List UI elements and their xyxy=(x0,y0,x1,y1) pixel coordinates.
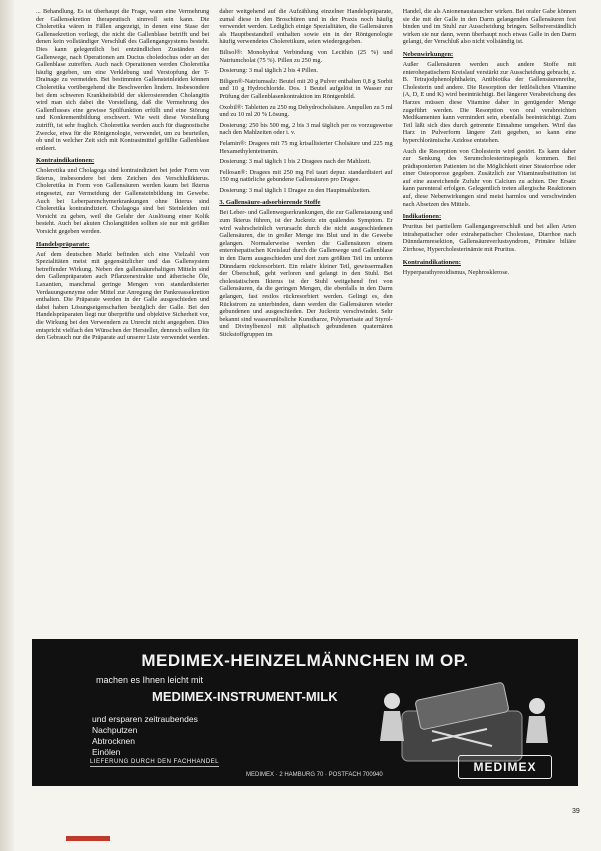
ad-feature-list xyxy=(92,714,198,758)
column-left xyxy=(36,8,209,630)
section-heading: Indikationen: xyxy=(402,213,442,221)
section-heading: Kontraindikationen: xyxy=(402,258,461,266)
body-paragraph: Dosierung: 3 mal täglich 2 bis 4 Pillen. xyxy=(219,67,318,75)
medimex-advertisement xyxy=(32,639,578,786)
body-paragraph: Choleretika und Cholagoga sind kontraindiziert bei jeder Form von Ikterus, insbesondere bei dem Zeichen des Verschlußikterus. Choleretika in Form von Gallensäuren werden kaum bei Ikterus eingesetzt, zur Vermeidung der Gallensteinbildung im Gewebe. Auch bei Leberparenchymerkrankungen ohne Ikterus sind Choleretika kontraindiziert. Cholagoga sind bei Steinleiden mit Vorsicht zu geben, weil die Gefahr der Auslösung einer Kolik besteht. Auch bei akuten Cholangitiden sollten sie nur mit größter Vorsicht gegeben werden. xyxy=(36,167,210,236)
column-middle xyxy=(219,8,392,630)
body-paragraph: Außer Gallensäuren werden auch andere Stoffe mit enterohepatischem Kreislauf verstärkt zur Ausscheidung gebracht, z. B. Tetrajodphenolphthalein, Antibiotika der Gallensäurenreihe, Cholesterin und andere. Die Resorption der fettlöslichen Vitamine (A, D, E und K) wird beeinträchtigt. Bei längerer Verabreichung des Harzes müssen diese Vitamine daher in genügender Menge zugeführt werden. Die Resorption von oral verabreichten Medikamenten kann vermindert sein, ebenfalls beeinträchtigt. Zum Teil läßt sich dies durch getrennte Einnahme umgehen. Wird das Harz in Pulverform längere Zeit gegeben, so kann eine hyperchlorämische Azidose entstehen. xyxy=(402,60,576,144)
ad-delivery-note: LIEFERUNG DURCH DEN FACHHANDEL xyxy=(90,759,220,765)
body-paragraph: Dosierung: 3 mal täglich 1 Dragee zu den Hauptmahlzeiten. xyxy=(219,186,371,194)
ad-feature-item: Abtrocknen xyxy=(92,736,135,746)
page-number: 39 xyxy=(572,808,580,815)
body-paragraph: Biligen®-Natriumsalz: Beutel mit 20 g Pulver enthalten 0,8 g Sorbit und 10 g Hydrochloride. Dos. 1 Beutel aufgelöst in Wasser zur Prüfung der Gallenblasenkontraktion im Röntgenbild. xyxy=(219,77,393,100)
page-binding-shadow xyxy=(0,0,14,851)
section-heading: 3. Gallensäure-adsorbierende Stoffe xyxy=(219,199,321,207)
ad-feature-item: Einölen xyxy=(92,747,121,757)
ad-product-name: MEDIMEX-INSTRUMENT-MILK xyxy=(152,689,338,704)
body-paragraph: Felamin®: Dragees mit 75 mg krisallisierter Cholsäure und 225 mg Hexamethylentetramin. xyxy=(219,139,393,155)
ad-feature-item: Nachputzen xyxy=(92,725,138,735)
ad-feature-item: und ersparen zeitraubendes xyxy=(92,714,198,724)
section-heading: Handelspräparate: xyxy=(36,240,90,248)
body-paragraph: Dosierung: 250 bis 500 mg, 2 bis 3 mal täglich per os vorzugsweise nach den Mahlzeiten oder i. v. xyxy=(219,121,393,137)
column-right xyxy=(403,8,576,630)
article-columns xyxy=(36,8,576,630)
section-heading: Nebenwirkungen: xyxy=(402,50,454,58)
ad-headline: MEDIMEX-HEINZELMÄNNCHEN IM OP. xyxy=(141,651,469,670)
library-stamp-mark xyxy=(66,836,110,841)
body-paragraph: Pruritus bei partiellem Gallengangsverschluß und bei allen Arten intrahepatischer oder extrahepatischer Cholestase, Diarrhoe nach Dünndarmresektion, Gallensäureverlustsyndrom, Primäre biliäre Zirrhose, Hypercholesterinämie mit Pruritus. xyxy=(402,223,576,254)
body-paragraph: ... Behandlung. Es ist überhaupt die Frage, wann eine Vermehrung der Gallensekretion therapeutisch sinnvoll sein kann. Die Choleretika wären in Fällen angezeigt, in denen eine Stase der Gallensekretion vorliegt, die nicht die Gallenblase betrifft und bei denen kein vollständiger Verschluß des Gallengangsystems besteht. Dies kann gelegentlich bei entzündlichen Zuständen der Gallenwege, nach Operationen am Ductus choledochus oder an der Gallenblase zutreffen. Auch nach Operationen werden Choleretika häufig gegeben, um eine Verklebung und Verstopfung der T-Drainage zu vermeiden. Bei bestimmten Gallensteinleiden können Choleretika vorübergehend die Beschwerden lindern. Insbesondere bei dem schweren Krankheitsbild der sklerosierenden Cholangitis wird man sich dabei die Vorstellung, daß die Vermehrung des Gallenflusses eine gewisse Spülfunktion erfüllt und eine Störung und Konkrementbildung erschwert. Wie weit diese Vorstellung zutrifft, ist sehr fraglich. Choleretika werden auch für diagnostische Zwecke, etwa für die Röntgenologie, verwendet, um zu beurteilen, ob und in welcher Zeit sich mit Kontrastmittel gefüllte Gallenblase entleert. xyxy=(36,8,210,152)
ad-address: MEDIMEX · 2 HAMBURG 70 · POSTFACH 700940 xyxy=(246,772,383,778)
body-paragraph: Auch die Resorption von Cholesterin wird gestört. Es kann daher zur Senkung des Serumcholesterinspiegels kommen. Bei prädisponierten Patienten ist die Möglichkeit einer Steatorrhoe oder einer Osteoporose gegeben. Zusätzlich zur Vitaminsubstitution ist auf eine ausreichende Zufuhr von Calcium zu achten. Der Ersatz kann parenteral erfolgen. Gelegentlich treten allergische Reaktionen auf, diese Nebenwirkungen sind meist harmlos und verschwinden nach Absetzen des Mittels. xyxy=(402,147,576,208)
body-paragraph: Auf dem deutschen Markt befinden sich eine Vielzahl von Spezialitäten meist mit gegensätzlicher und das Gallensystem betreffender Wirkung. Neben den gallensäurehaltigen Mitteln sind den Gallenpräparaten auch Pflanzenextrakte und ätherische Öle, Laxantien, manchmal geringe Mengen von standardisierter Verdauungsenzyme oder Mittel zur Anregung der Pankreassekretion enthalten. Die Präparate werden in der Galle ausgeschieden und dabei haben Lösungseigenschaften bezüglich der Galle. Bei den Handelspräparaten liegt nur überprüfte und objektive Sicherheit vor, die Wirkung bei den Verwendern zu Unrecht nicht angegeben. Dies entspricht vielfach den Wünschen der Hersteller, dennoch sollten für den Gebrauch nur die Präparate auf unserer Liste verwendet werden. xyxy=(36,250,210,342)
body-paragraph: Handel, die als Anionenaustauscher wirken. Bei oraler Gabe können sie die mit der Galle in den Darm gelangenden Gallensäuren fest binden und im Stuhl zur Ausscheidung bringen. Selbstverständlich wirken sie nur dann, wenn überhaupt noch etwas Galle in den Darm gelangt, der Verschluß also nicht vollständig ist. xyxy=(402,8,576,46)
body-paragraph: Bilisol®: Monohydrat Verbindung von Lecithin (25 %) und Natriumcholat (75 %). Pillen zu 250 mg. xyxy=(219,48,393,64)
ad-intro-text: machen es Ihnen leicht mit xyxy=(96,675,204,685)
body-paragraph: daher weitgehend auf die Aufzählung einzelner Handelspräparate, zumal diese in den Broschüren und in der Praxis noch häufig verwendet werden. Lediglich einige Spezialitäten, die Gallensäuren als Hauptbestandteil enthalten sowie ein in der Röntgenologie häufig verwendetes Choleretikum, seien wiedergegeben. xyxy=(219,8,393,46)
body-paragraph: Oxobil®: Tabletten zu 250 mg Dehydrocholsäure. Ampullen zu 5 ml und zu 10 ml 20 % Lösung. xyxy=(219,103,393,119)
body-paragraph: Fellosan®: Dragees mit 250 mg Fel tauri depur. standardisiert auf 150 mg natürliche gebundene Gallensäuren pro Dragee. xyxy=(219,168,393,184)
body-paragraph: Bei Leber- und Gallenwegserkrankungen, die zur Gallenstauung und zum Ikterus führen, ist der Juckreiz ein quälendes Symptom. Er wird wahrscheinlich verursacht durch die nicht ausgeschiedenen Gallensäuren, die in großer Menge ins Blut und in die Gewebe gelangen. Normalerweise werden die Gallensäuren einem enterohepatischen Kreislauf durch die Gallenwege und Gallenblase in den Darm ausgeschieden und dort zum größten Teil im unteren Dünndarm rückresorbiert. Ein relativ kleiner Teil, gewissermaßen der Überschuß, geht verloren und gelangt in den Stuhl. Bei cholestatischem Ikterus ist der Stuhl weitgehend frei von Gallensäuren, da die geringen Mengen, die ebenfalls in den Darm gelangen, fast restlos rückresorbiert werden. Gelingt es, den Rückstrom zu unterbinden, dann werden die Gallensäuren wieder gebundenen und ausgeschieden. Der Juckreiz verschwindet. Sehr bekannt sind wasserunlösliche Kunstharze, Polymerisate auf Styrol- und Divinylbenzol mit aliphatisch gebundenen quaternären Stickstoffgruppen im xyxy=(219,209,393,338)
body-paragraph: Dosierung: 3 mal täglich 1 bis 2 Dragees nach der Mahlzeit. xyxy=(219,158,371,166)
body-paragraph: Hyperparathyreoidismus, Nephrosklerose. xyxy=(402,268,510,276)
medimex-logo: MEDIMEX xyxy=(458,755,552,779)
section-heading: Kontraindikationen: xyxy=(36,157,95,165)
